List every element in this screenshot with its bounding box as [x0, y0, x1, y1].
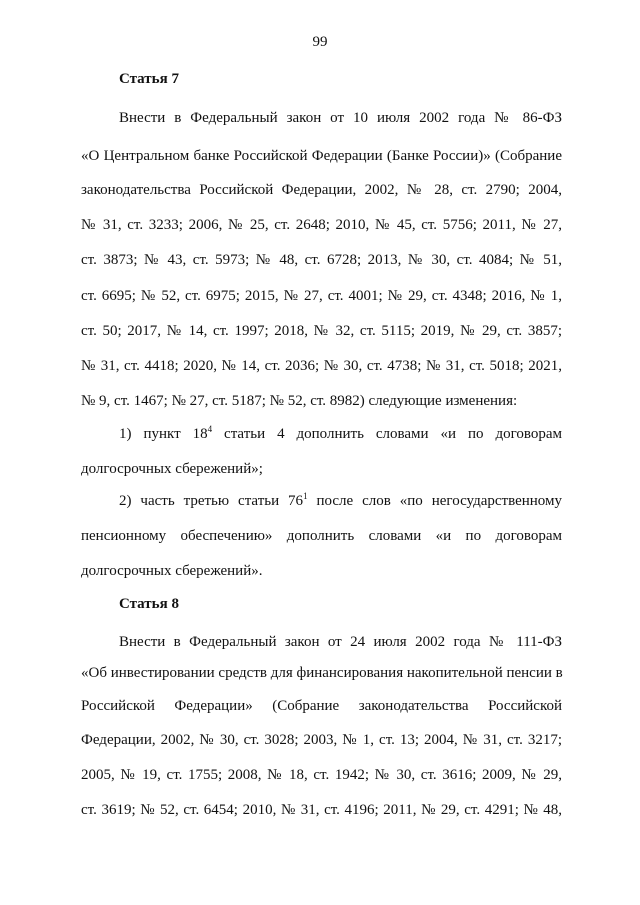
item-2-text-before: 2) часть третью статьи 76 — [119, 493, 304, 509]
article-7-heading: Статья 7 — [119, 71, 179, 87]
amendment-item-2 — [119, 492, 562, 510]
item-2-superscript: 1 — [303, 491, 308, 501]
article-8-line: ст. 3619; № 52, ст. 6454; 2010, № 31, ст. 4196; 2011, № 29, ст. 4291; № 48, — [81, 802, 562, 818]
item-1-text-after: статьи 4 дополнить словами «и по договорам — [212, 426, 562, 442]
item-1-superscript: 4 — [207, 424, 213, 434]
amendment-item-2-continuation: долгосрочных сбережений». — [81, 563, 263, 579]
article-7-line: ст. 50; 2017, № 14, ст. 1997; 2018, № 32, ст. 5115; 2019, № 29, ст. 3857; — [81, 323, 562, 339]
article-7-line: № 31, ст. 4418; 2020, № 14, ст. 2036; № 30, ст. 4738; № 31, ст. 5018; 2021, — [81, 358, 562, 374]
amendment-item-2-continuation: пенсионному обеспечению» дополнить словами «и по договорам — [81, 528, 562, 544]
amendment-item-1 — [119, 425, 562, 443]
article-7-line: № 9, ст. 1467; № 27, ст. 5187; № 52, ст. 8982) следующие изменения: — [81, 393, 518, 409]
page-number: 99 — [312, 34, 328, 50]
article-7-line: законодательства Российской Федерации, 2002, № 28, ст. 2790; 2004, — [81, 182, 562, 198]
amendment-item-1-continuation: долгосрочных сбережений»; — [81, 461, 263, 477]
article-8-line: Федерации, 2002, № 30, ст. 3028; 2003, № 1, ст. 13; 2004, № 31, ст. 3217; — [81, 732, 562, 748]
item-2-text-after: после слов «по негосударственному — [307, 493, 562, 509]
article-8-line: 2005, № 19, ст. 1755; 2008, № 18, ст. 1942; № 30, ст. 3616; 2009, № 29, — [81, 767, 562, 783]
article-7-line: № 31, ст. 3233; 2006, № 25, ст. 2648; 2010, № 45, ст. 5756; 2011, № 27, — [81, 217, 562, 233]
article-8-line: Внести в Федеральный закон от 24 июля 2002 года № 111-ФЗ — [119, 634, 562, 650]
article-8-line: Российской Федерации» (Собрание законодательства Российской — [81, 698, 562, 714]
article-7-line: ст. 3873; № 43, ст. 5973; № 48, ст. 6728; 2013, № 30, ст. 4084; № 51, — [81, 252, 562, 268]
article-7-line: «О Центральном банке Российской Федерации (Банке России)» (Собрание — [81, 148, 562, 164]
item-1-text-before: 1) пункт 18 — [119, 426, 208, 442]
article-7-line: ст. 6695; № 52, ст. 6975; 2015, № 27, ст. 4001; № 29, ст. 4348; 2016, № 1, — [81, 288, 562, 304]
article-8-heading: Статья 8 — [119, 596, 179, 612]
article-7-line: Внести в Федеральный закон от 10 июля 2002 года № 86-ФЗ — [119, 110, 562, 126]
article-8-line: «Об инвестировании средств для финансирования накопительной пенсии в — [81, 665, 563, 681]
